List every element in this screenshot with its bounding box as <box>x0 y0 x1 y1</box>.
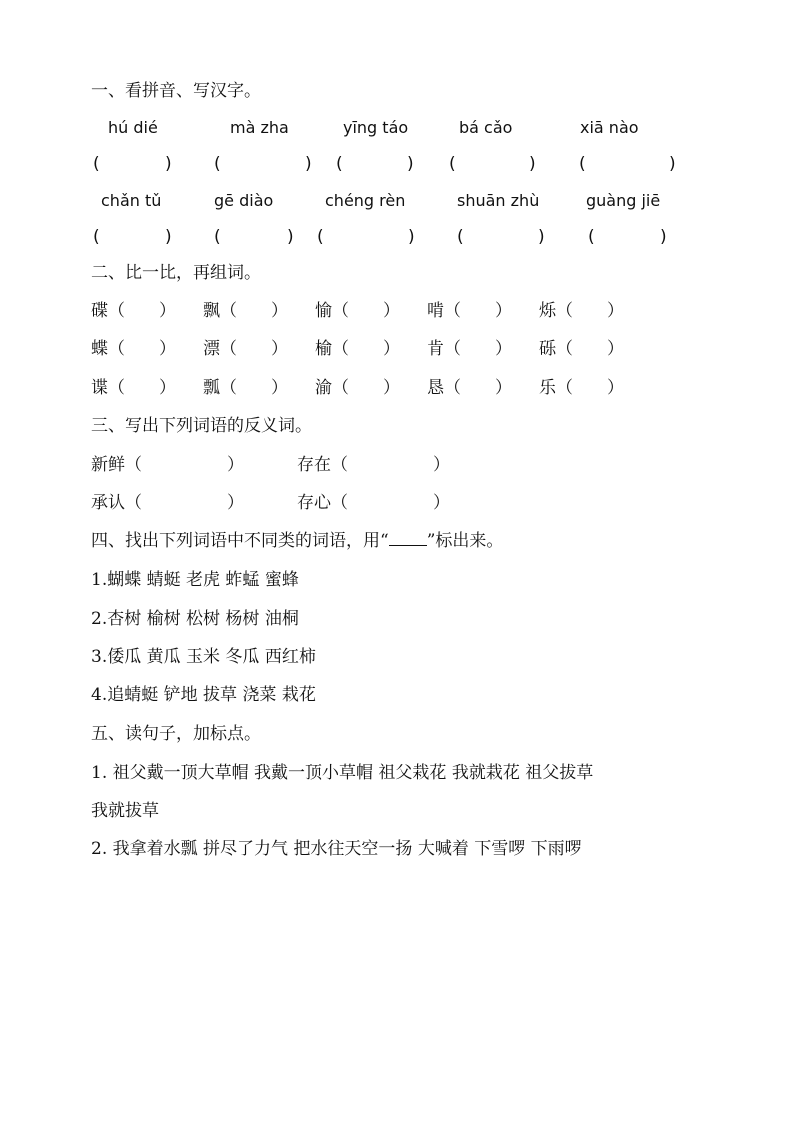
word-group-item: 肯（ ） <box>427 339 512 359</box>
section-5-title: 五、读句子，加标点。 <box>91 724 261 744</box>
word-group-item: 砾（ ） <box>539 339 624 359</box>
close-paren: ) <box>165 154 172 174</box>
close-paren: ) <box>165 227 172 247</box>
close-paren: ) <box>538 227 545 247</box>
pinyin-chengren: chéng rèn <box>325 191 406 210</box>
odd-one-out-item: 3.倭瓜 黄瓜 玉米 冬瓜 西红柿 <box>91 647 316 667</box>
open-paren: ( <box>579 154 586 174</box>
pinyin-yingtao: yīng táo <box>343 118 409 137</box>
antonym-item: 承认（ ） <box>91 493 244 513</box>
word-group-item: 谍（ ） <box>91 378 176 398</box>
close-paren: ) <box>305 154 312 174</box>
open-paren: ( <box>449 154 456 174</box>
section-2-title: 二、比一比，再组词。 <box>91 263 261 283</box>
odd-one-out-item: 1.蝴蝶 蜻蜓 老虎 蚱蜢 蜜蜂 <box>91 570 299 590</box>
pinyin-chantu: chǎn tǔ <box>101 191 162 210</box>
open-paren: ( <box>336 154 343 174</box>
open-paren: ( <box>93 227 100 247</box>
pinyin-bacao: bá cǎo <box>459 118 513 137</box>
antonym-item: 存在（ ） <box>297 455 450 475</box>
word-group-item: 乐（ ） <box>539 378 624 398</box>
word-group-item: 渝（ ） <box>315 378 400 398</box>
underline-mark <box>389 531 427 546</box>
word-group-item: 碟（ ） <box>91 301 176 321</box>
word-group-item: 愉（ ） <box>315 301 400 321</box>
odd-one-out-item: 2.杏树 榆树 松树 杨树 油桐 <box>91 609 299 629</box>
section-4-title <box>91 530 503 552</box>
open-paren: ( <box>457 227 464 247</box>
open-paren: ( <box>214 154 221 174</box>
pinyin-guangjie: guàng jiē <box>586 191 661 210</box>
section-4-title-post: ”标出来。 <box>426 531 504 551</box>
close-paren: ) <box>407 154 414 174</box>
word-group-item: 飘（ ） <box>203 301 288 321</box>
antonym-item: 新鲜（ ） <box>91 455 244 475</box>
word-group-item: 瓢（ ） <box>203 378 288 398</box>
pinyin-hudie: hú dié <box>108 118 158 137</box>
close-paren: ) <box>529 154 536 174</box>
close-paren: ) <box>669 154 676 174</box>
close-paren: ) <box>408 227 415 247</box>
sentence-2: 2. 我拿着水瓢 拼尽了力气 把水往天空一扬 大喊着 下雪啰 下雨啰 <box>91 839 582 859</box>
pinyin-mazha: mà zha <box>230 118 289 137</box>
close-paren: ) <box>287 227 294 247</box>
open-paren: ( <box>317 227 324 247</box>
open-paren: ( <box>93 154 100 174</box>
word-group-item: 榆（ ） <box>315 339 400 359</box>
close-paren: ) <box>660 227 667 247</box>
antonym-item: 存心（ ） <box>297 493 450 513</box>
word-group-item: 蝶（ ） <box>91 339 176 359</box>
pinyin-shuanzhu: shuān zhù <box>457 191 540 210</box>
pinyin-xianao: xiā nào <box>580 118 639 137</box>
open-paren: ( <box>214 227 221 247</box>
pinyin-gediao: gē diào <box>214 191 274 210</box>
word-group-item: 啃（ ） <box>427 301 512 321</box>
word-group-item: 恳（ ） <box>427 378 512 398</box>
sentence-1-line-2: 我就拔草 <box>91 801 159 821</box>
open-paren: ( <box>588 227 595 247</box>
section-4-title-pre: 四、找出下列词语中不同类的词语，用“ <box>91 531 389 551</box>
odd-one-out-item: 4.追蜻蜓 铲地 拔草 浇菜 栽花 <box>91 685 316 705</box>
section-1-title: 一、看拼音、写汉字。 <box>91 81 261 101</box>
word-group-item: 烁（ ） <box>539 301 624 321</box>
sentence-1-line-1: 1. 祖父戴一顶大草帽 我戴一顶小草帽 祖父栽花 我就栽花 祖父拔草 <box>91 763 594 783</box>
word-group-item: 漂（ ） <box>203 339 288 359</box>
section-3-title: 三、写出下列词语的反义词。 <box>91 416 312 436</box>
